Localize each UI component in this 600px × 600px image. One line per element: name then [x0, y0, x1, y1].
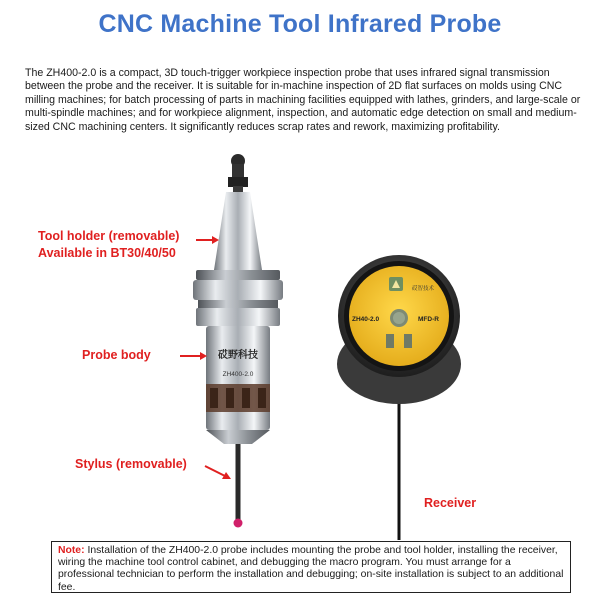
- probe-brand-text: 砹野科技: [218, 350, 258, 361]
- intro-paragraph: The ZH400-2.0 is a compact, 3D touch-trigger workpiece inspection probe that uses infrared signal transmission between the probe and the receiver. It is suitable for in-machine inspection of 2D flat surfaces on molds using CNC milling machines; for batch processing of parts in machining facilities equipped with lathes, grinders, and large-scale or multi-spindle machines; and for workpiece alignment, inspection, and automatic edge detection on small and medium-sized CNC machining centers. It significantly reduces scrap rates and rework, maximizing profitability.: [25, 67, 581, 133]
- callout-tool-holder-line2: Available in BT30/40/50: [38, 246, 176, 260]
- note-text: Installation of the ZH400-2.0 probe includes mounting the probe and tool holder, installing the receiver, wiring the machine tool control cabinet, and debugging the macro program. You must arrange for a professional technician to perform the installation and debugging; on-site installation is subject to an additional fee.: [58, 545, 564, 593]
- probe-model-text: ZH400-2.0: [222, 371, 254, 378]
- receiver-logo-icon: [389, 277, 403, 291]
- receiver-model-right: MFD-R: [418, 316, 439, 323]
- callout-tool-holder-line1: Tool holder (removable): [38, 229, 180, 243]
- page-title: CNC Machine Tool Infrared Probe: [98, 10, 502, 38]
- callout-tool-holder: [38, 228, 179, 262]
- callout-stylus: Stylus (removable): [75, 457, 187, 471]
- callout-probe-body: Probe body: [82, 348, 151, 362]
- receiver-brand-text: 砹智技术: [412, 286, 435, 292]
- probe-illustration: [193, 154, 283, 528]
- installation-note: [51, 541, 571, 593]
- note-label: Note:: [58, 545, 85, 556]
- receiver-model-left: ZH40-2.0: [352, 316, 380, 323]
- callout-receiver: Receiver: [424, 496, 477, 510]
- stylus-tip: [234, 519, 243, 528]
